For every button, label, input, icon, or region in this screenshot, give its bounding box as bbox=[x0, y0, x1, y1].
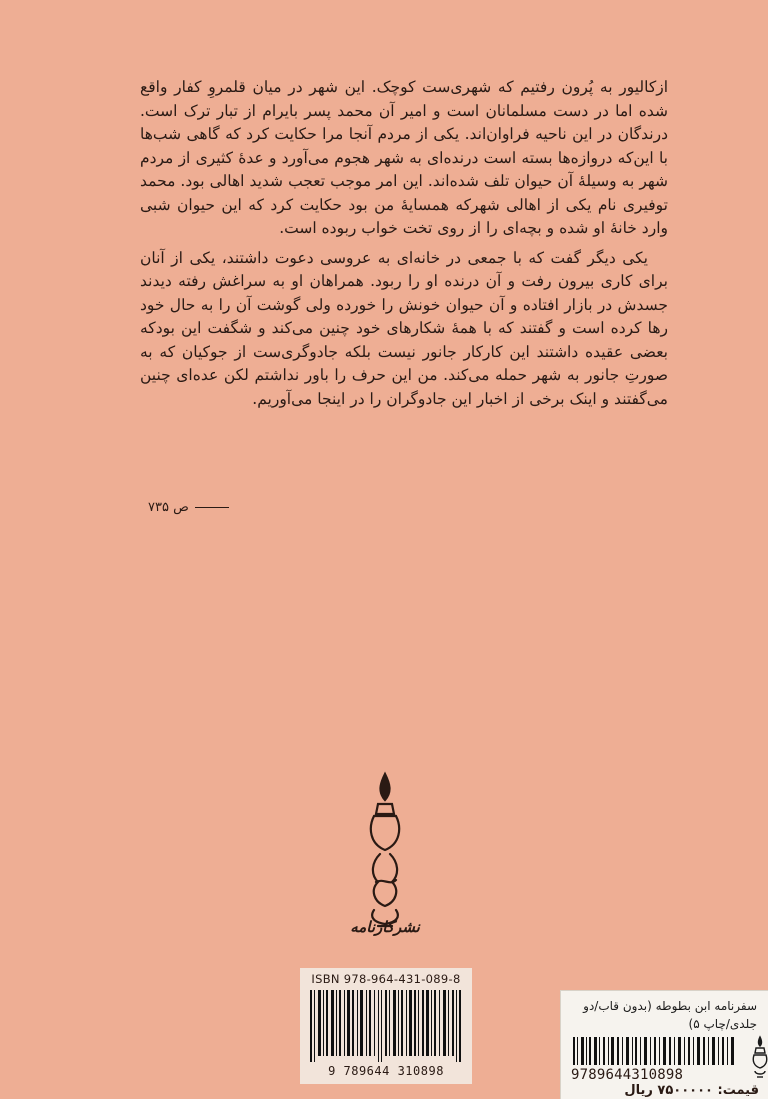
sticker-barcode-digits: 9789644310898 bbox=[571, 1067, 684, 1083]
barcode-digits: 9 789644 310898 bbox=[328, 1064, 444, 1078]
publisher-name: نشرکارنامه bbox=[350, 918, 420, 936]
excerpt-paragraph-1: ازکالیور به پُرون رفتیم که شهری‌ست کوچک. این شهر در میان قلمروِ کفار واقع شده اما در دست مسلمانان است و امیر آن محمد پسر بایرام از تبار ترک است. درندگان در این ناحیه فراوان‌اند. یکی از مردم آنجا مرا حکایت کرد که گاهی شب‌ها با این‌که دروازه‌ها بسته است درنده‌ای به شهر هجوم می‌آورد و عدهٔ کثیری از مردم شهر به وسیلهٔ آن حیوان تلف شده‌اند. این امر موجب تعجب شدید اهالی بود. محمد توفیری نام یکی از اهالی شهرکه همسایهٔ من بود حکایت کرد که این حیوان شبی وارد خانهٔ او شده و بچه‌ای را از روی تخت خواب ربوده است. bbox=[140, 78, 668, 237]
page-reference bbox=[148, 500, 229, 515]
back-cover-excerpt bbox=[140, 76, 668, 417]
sticker-barcode-bars bbox=[571, 1037, 757, 1065]
oil-lamp-logo-icon bbox=[340, 770, 430, 970]
excerpt-paragraph-2: یکی دیگر گفت که با جمعی در خانه‌ای به عروسی دعوت داشتند، یکی از آنان برای کاری بیرون رفت و آن درنده او را ربود. همراهان او به سراغش رفته دیدند جسدش در بازار افتاده و آن حیوان خونش را خورده ولی گوشت آن را به حال خود رها کرده است و گفتند که با همهٔ شکارهای خود چنین می‌کند و شگفت این بودکه بعضی عقیده داشتند این کارکار جانور نیست بلکه جادوگری‌ست از جوکیان که به صورتِ جانور به شهر حمله می‌کند. من این حرف را باور نداشتم لکن عده‌ای چنین می‌گفتند و اینک برخی از اخبار این جادوگران را در اینجا می‌آوریم. bbox=[140, 248, 668, 408]
price-sticker bbox=[560, 990, 768, 1099]
isbn-barcode bbox=[300, 968, 472, 1084]
sticker-lamp-icon bbox=[747, 1035, 768, 1081]
barcode-bars bbox=[306, 990, 466, 1062]
sticker-title-line-2: جلدی/چاپ ۵) bbox=[688, 1017, 757, 1031]
dash-rule bbox=[195, 507, 229, 508]
isbn-label: ISBN 978-964-431-089-8 bbox=[311, 972, 461, 986]
sticker-title-line-1: سفرنامه ابن بطوطه (بدون قاب/دو bbox=[583, 999, 757, 1013]
sticker-price: قیمت: ۷۵۰۰۰۰۰ ریال bbox=[624, 1083, 759, 1098]
page-reference-text: ص ۷۳۵ bbox=[148, 500, 189, 515]
